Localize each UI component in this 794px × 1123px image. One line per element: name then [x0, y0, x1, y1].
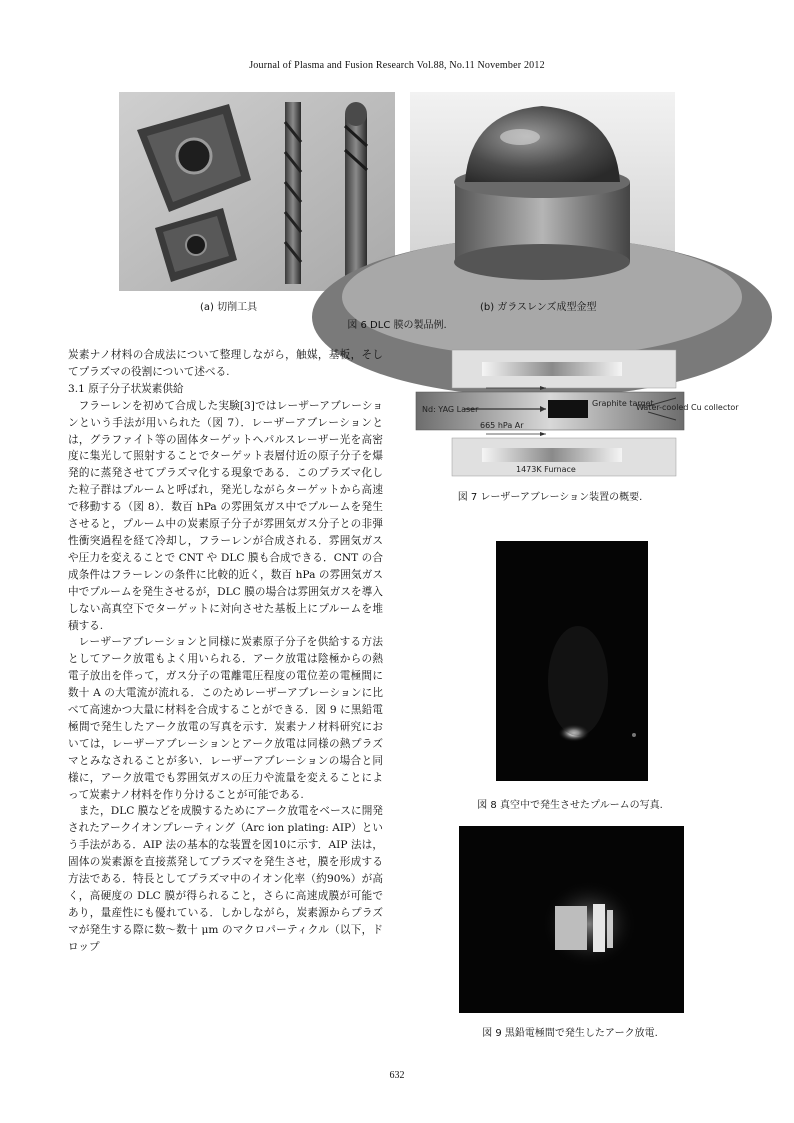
page-number: 632	[389, 1070, 405, 1081]
label-laser: Nd: YAG Laser	[422, 405, 479, 414]
journal-header: Journal of Plasma and Fusion Research Vol.88, No.11 November 2012	[249, 60, 545, 71]
label-target: Graphite target	[592, 399, 654, 408]
body-text-column	[68, 347, 383, 956]
figure6-caption: 図 6 DLC 膜の製品例.	[347, 320, 447, 331]
cutting-tools-image	[119, 92, 395, 291]
figure9-photo	[459, 826, 684, 1013]
paragraph-2: フラーレンを初めて合成した実験[3]ではレーザーアブレーションという手法が用いられた（図 7）．レーザーアブレーションとは，グラファイト等の固体ターゲットへパルスレーザー光を高密度に集光して照射することでターゲット表層付近の原子分子を爆発的に蒸発させてプラズマ化する現象である．このプラズマ化した粒子群はプルームと呼ばれ，発光しながらターゲットから高速で移動する（図 8）．数百 hPa の雰囲気ガス中でプルームを発生させると，プルーム中の炭素原子分子が雰囲気ガス分子との非弾性衝突過程を経て冷却し，フラーレンが合成される．雰囲気ガスや圧力を変えることで CNT や DLC 膜も合成できる．CNT の合成条件はフラーレンの条件に比較的近く，数百 hPa の雰囲気ガス中でプルームを発生させるが，DLC 膜の場合は雰囲気ガスを導入しない高真空下でターゲットに対向させた基板上にプルームを堆積する.	[68, 399, 383, 632]
figure7-diagram	[416, 346, 739, 480]
section-heading: 3.1 原子分子状炭素供給	[68, 382, 184, 395]
figure6b-subcaption: (b) ガラスレンズ成型金型	[480, 302, 597, 313]
paragraph-1: 炭素ナノ材料の合成法について整理しながら，触媒，基板，そしてプラズマの役割について述べる.	[68, 349, 383, 378]
label-collector: Water-cooled Cu collector	[636, 403, 739, 412]
arc-discharge-image	[459, 826, 684, 1013]
figure6a-photo	[119, 92, 395, 291]
figure7-caption: 図 7 レーザーアブレーション装置の概要.	[457, 492, 643, 503]
label-gas: 665 hPa Ar	[480, 421, 524, 430]
figure6a-subcaption: (a) 切削工具	[200, 302, 258, 313]
label-furnace: 1473K Furnace	[516, 465, 576, 474]
lens-mold-image	[410, 92, 675, 291]
figure8-caption: 図 8 真空中で発生させたプルームの写真.	[477, 800, 663, 811]
figure9-caption: 図 9 黒鉛電極間で発生したアーク放電.	[482, 1028, 658, 1039]
figure6b-photo	[410, 92, 675, 291]
laser-ablation-apparatus-diagram	[416, 346, 739, 480]
plume-image	[496, 541, 648, 781]
paragraph-3: レーザーアブレーションと同様に炭素原子分子を供給する方法としてアーク放電もよく用いられる．アーク放電は陰極からの熱電子放出を伴って，ガス分子の電離電圧程度の電位差の電極間に数十 A の大電流が流れる．このためレーザーアブレーションに比べて高速かつ大量に材料を合成することができる．図 9 に黒鉛電極間で発生したアーク放電の写真を示す．炭素ナノ材料研究においては，レーザーアブレーションとアーク放電は同様の熱プラズマとみなされることが多い．レーザーアブレーションの場合と同様に，アーク放電でも雰囲気ガスの圧力や流量を変えることによって炭素ナノ材料を作り分けることが可能である.	[68, 636, 383, 801]
paragraph-4: また，DLC 膜などを成膜するためにアーク放電をベースに開発されたアークイオンプレーティング（Arc ion plating: AIP）という手法がある．AIP 法の基本的な装置を図10に示す．AIP 法は，固体の炭素源を直接蒸発してプラズマを発生させ，膜を形成する方法である．特長としてプラズマ中のイオン化率（約90%）が高く，高硬度の DLC 膜が得られること，さらに高速成膜が可能であり，量産性にも優れている．しかしながら，炭素源からプラズマが発生する際に数～数十 μm のマクロパーティクル（以下，ドロップ	[68, 805, 383, 953]
figure8-photo	[496, 541, 648, 781]
